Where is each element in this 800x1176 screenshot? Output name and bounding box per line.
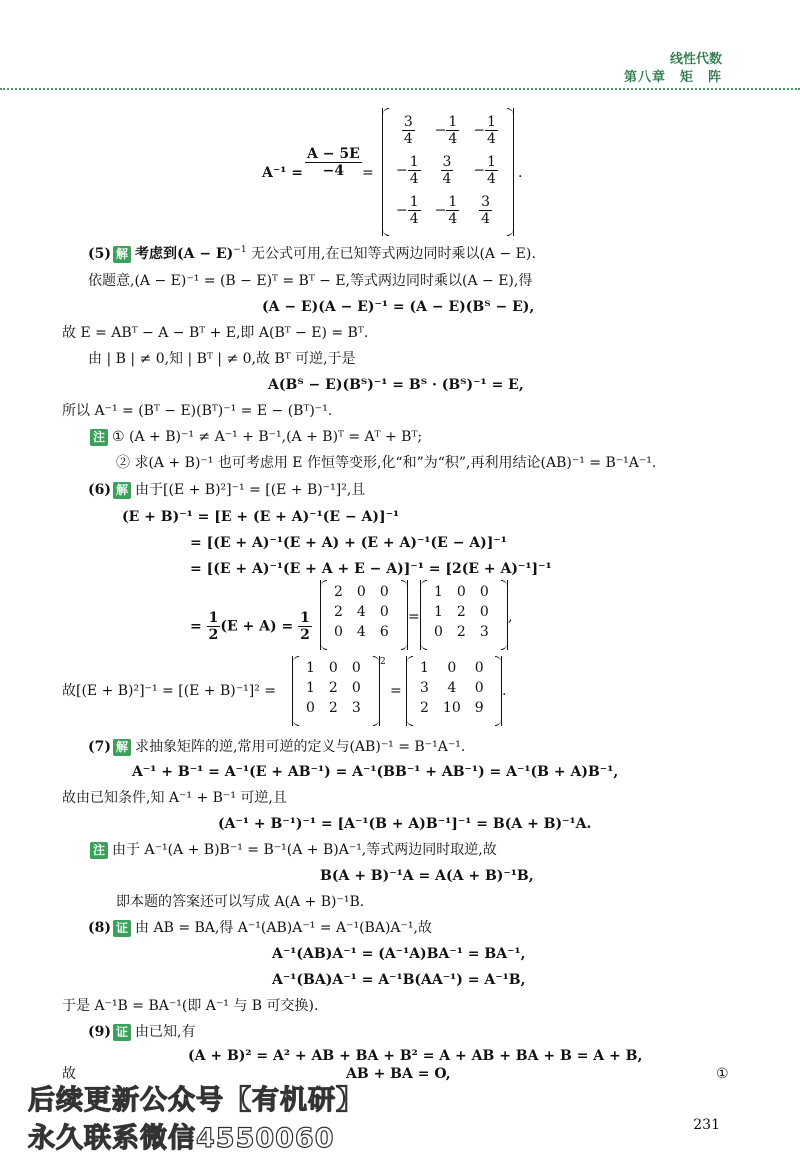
fraction-numerator: 1 [300,610,310,626]
matrix-cell: 2 [456,604,466,620]
text: ① (A + B)⁻¹ ≠ A⁻¹ + B⁻¹,(A + B)ᵀ = Aᵀ + Bᵀ; [112,429,423,445]
text: 求抽象矩阵的逆,常用可逆的定义与(AB)⁻¹ = B⁻¹A⁻¹. [135,739,466,755]
matrix-cell: 4 [356,624,366,640]
watermark-line-2: 永久联系微信4550060 [28,1123,335,1154]
matrix-b-squared-base [292,656,380,726]
fraction [441,154,454,187]
fraction-numerator: 1 [448,193,458,210]
proof-tag: 证 [113,1024,131,1041]
fraction-denominator: 4 [403,130,413,147]
problem-8-line-3: A⁻¹(BA)A⁻¹ = A⁻¹B(AA⁻¹) = A⁻¹B, [272,972,526,988]
problem-5-line-1: (5) 解 考虑到$(A - E)^{-1}$ 无公式可用,在已知等式两边同时乘以(A − E). [88,245,536,262]
problem-5-line-3: (A − E)(A − E)⁻¹ = (A − E)(Bᵀ − E), [262,299,535,315]
matrix-cell: 3 [479,624,489,640]
problem-7-line-2: A⁻¹ + B⁻¹ = A⁻¹(E + AB⁻¹) = A⁻¹(BB⁻¹ + AB⁻¹) = A⁻¹(B + A)B⁻¹, [132,764,619,780]
problem-8-line-4: 于是 A⁻¹B = BA⁻¹(即 A⁻¹ 与 B 可交换). [62,998,319,1014]
header-divider [0,88,800,90]
matrix-cell: 0 [306,700,315,716]
matrix-cell: 10 [442,700,461,716]
fraction [479,194,492,227]
matrix-cell: 0 [434,624,443,640]
fraction-numerator: A − 5E [307,146,360,162]
matrix-cell: 0 [474,680,484,696]
problem-7-line-1 [88,737,465,757]
equals-sign: = [362,165,374,181]
fraction-denominator: 4 [487,170,496,187]
problem-number: (9) [88,1024,111,1040]
fraction-sign: − [473,162,486,178]
problem-6-line-1 [88,480,365,500]
period: . [518,165,523,181]
matrix-cell [389,150,428,190]
matrix-cell: 1 [434,584,443,600]
matrix-cell: 1 [306,680,315,696]
fraction-denominator: 4 [442,170,452,187]
text: (E + A) = [220,618,299,635]
header-book-title: 线性代数 [669,52,722,67]
matrix-cell: 9 [474,700,484,716]
problem-6-line-4: = [(E + A)⁻¹(E + A + E − A)]⁻¹ = [2(E + A)⁻¹]⁻¹ [190,561,552,577]
equals-sign: = [408,609,420,625]
period: . [502,683,507,699]
fraction [408,154,421,187]
matrix-cell: 2 [334,584,343,600]
matrix-cell: 2 [420,700,429,716]
equation-label-1: ① [716,1066,729,1082]
fraction-numerator: 1 [448,113,458,130]
matrix-cell: 1 [306,660,315,676]
matrix-cell: 0 [379,584,389,600]
fraction-denominator: 4 [487,130,496,147]
matrix-cell: 2 [328,680,338,696]
matrix-cell [466,150,505,190]
matrix-cell: 0 [479,604,489,620]
problem-7-line-3: 故由已知条件,知 A⁻¹ + B⁻¹ 可逆,且 [62,790,287,806]
matrix-cell [466,190,505,230]
problem-5-line-5: 由 | B | ≠ 0,知 | Bᵀ | ≠ 0,故 Bᵀ 可逆,于是 [88,351,356,367]
fraction [446,114,459,147]
problem-9-line-3: AB + BA = O, [346,1066,451,1082]
text: = [190,618,207,635]
note-5-line-1 [88,427,422,447]
matrix-cell: 6 [379,624,389,640]
note-tag: 注 [90,429,108,446]
solution-tag: 解 [113,246,131,263]
text: 无公式可用,在已知等式两边同时乘以(A − E). [251,246,536,262]
problem-5-line-2: 依题意,(A − E)⁻¹ = (B − E)ᵀ = Bᵀ − E,等式两边同时乘以(A − E),得 [88,273,533,289]
matrix-cell: 2 [328,700,338,716]
squared-exponent: 2 [380,657,386,667]
matrix-a [320,580,408,650]
problem-6-line-6: 故[(E + B)²]⁻¹ = [(E + B)⁻¹]² = [62,683,277,699]
fraction-sign: − [434,122,447,138]
fraction-numerator: 3 [442,153,452,170]
fraction-numerator: 1 [409,193,419,210]
problem-8-line-2: A⁻¹(AB)A⁻¹ = (A⁻¹A)BA⁻¹ = BA⁻¹, [272,946,526,962]
problem-5-line-7: 所以 A⁻¹ = (Bᵀ − E)(Bᵀ)⁻¹ = E − (Bᵀ)⁻¹. [62,403,333,419]
fraction-sign: − [396,162,408,178]
matrix-cell: 0 [456,584,466,600]
text: 由于 A⁻¹(A + B)B⁻¹ = B⁻¹(A + B)A⁻¹,等式两边同时取逆,故 [112,842,497,858]
problem-6-line-5 [190,610,312,643]
matrix-cell: 3 [420,680,429,696]
matrix-cell: 1 [420,660,429,676]
problem-number: (8) [88,920,111,936]
note-7-line-1 [88,840,497,860]
matrix-c [406,656,502,726]
problem-6-line-2: (E + B)⁻¹ = [E + (E + A)⁻¹(E − A)]⁻¹ [122,509,400,525]
problem-5-line-6: A(Bᵀ − E)(Bᵀ)⁻¹ = Bᵀ · (Bᵀ)⁻¹ = E, [268,377,524,393]
solution-tag: 解 [113,482,131,499]
matrix-cell: 0 [351,680,361,696]
matrix-cell: 0 [351,660,361,676]
matrix-cell [428,190,467,230]
matrix-cell: 0 [334,624,343,640]
fraction [446,194,459,227]
fraction-numerator: 1 [409,153,419,170]
fraction-sign: − [473,122,486,138]
matrix-cell: 1 [434,604,443,620]
fraction-numerator: 3 [403,113,413,130]
matrix-cell: 2 [334,604,343,620]
matrix-cell: 0 [356,584,366,600]
matrix-cell [428,110,467,150]
matrix-b [420,580,508,650]
fraction-denominator: 4 [448,210,458,227]
note-7-line-2: B(A + B)⁻¹A = A(A + B)⁻¹B, [320,868,534,884]
problem-8-line-1 [88,918,432,938]
inverse-matrix [382,108,514,236]
matrix-cell: 3 [351,700,361,716]
matrix-cell: 0 [328,660,338,676]
note-7-line-3: 即本题的答案还可以写成 A(A + B)⁻¹B. [116,894,365,910]
fraction-denominator: 4 [481,210,491,227]
fraction-denominator: 4 [409,170,419,187]
problem-6-line-3: = [(E + A)⁻¹(E + A) + (E + A)⁻¹(E − A)]⁻¹ [190,535,507,551]
matrix-cell [428,150,467,190]
matrix-cell [389,190,428,230]
problem-number: (5) [88,246,111,262]
matrix-cell: 4 [447,680,457,696]
fraction-numerator: 1 [487,113,496,130]
text: 由已知,有 [135,1024,196,1040]
fraction-numerator: 1 [487,153,496,170]
fraction-sign: − [396,202,408,218]
fraction [408,194,421,227]
note-5-line-2: ② 求(A + B)⁻¹ 也可考虑用 E 作恒等变形,化“和”为“积”,再利用结论(AB)⁻¹ = B⁻¹A⁻¹. [116,455,657,471]
comma: , [508,609,513,625]
solution-tag: 解 [113,739,131,756]
fraction-denominator: 4 [448,130,458,147]
header-chapter-title: 第八章 矩 阵 [623,70,722,85]
problem-number: (7) [88,739,111,755]
watermark-line-1: 后续更新公众号【有机研】 [28,1085,364,1116]
matrix-cell: 4 [356,604,366,620]
problem-number: (6) [88,482,111,498]
inverse-fraction [305,146,362,179]
problem-7-line-4: (A⁻¹ + B⁻¹)⁻¹ = [A⁻¹(B + A)B⁻¹]⁻¹ = B(A + B)⁻¹A. [218,816,592,832]
text: 由 AB = BA,得 A⁻¹(AB)A⁻¹ = A⁻¹(BA)A⁻¹,故 [135,920,432,936]
inverse-lhs: A⁻¹ = [262,165,303,181]
text: 考虑到(A − E) [135,246,234,262]
fraction-denominator: 2 [300,627,310,643]
fraction [485,154,498,187]
page-number: 231 [693,1117,720,1133]
note-tag: 注 [90,842,108,859]
matrix-cell: 0 [479,584,489,600]
fraction-denominator: −4 [322,163,345,179]
fraction-numerator: 3 [481,193,491,210]
text: 由于[(E + B)²]⁻¹ = [(E + B)⁻¹]²,且 [135,482,366,498]
matrix-cell: 0 [474,660,484,676]
problem-9-line-1 [88,1022,195,1042]
fraction-sign: − [434,202,447,218]
matrix-cell [466,110,505,150]
matrix-cell: 0 [447,660,457,676]
equals-sign: = [390,683,402,699]
proof-tag: 证 [113,920,131,937]
fraction-denominator: 2 [208,627,219,643]
fraction-numerator: 1 [208,610,219,626]
problem-9-line-3-label: 故 [62,1066,76,1082]
fraction-denominator: 4 [409,210,419,227]
matrix-cell [389,110,428,150]
matrix-cell: 2 [456,624,466,640]
fraction [485,114,498,147]
problem-9-line-2: (A + B)² = A² + AB + BA + B² = A + AB + BA + B = A + B, [188,1048,643,1064]
problem-5-line-4: 故 E = ABᵀ − A − Bᵀ + E,即 A(Bᵀ − E) = Bᵀ. [62,325,369,341]
fraction [402,114,415,147]
matrix-cell: 0 [379,604,389,620]
